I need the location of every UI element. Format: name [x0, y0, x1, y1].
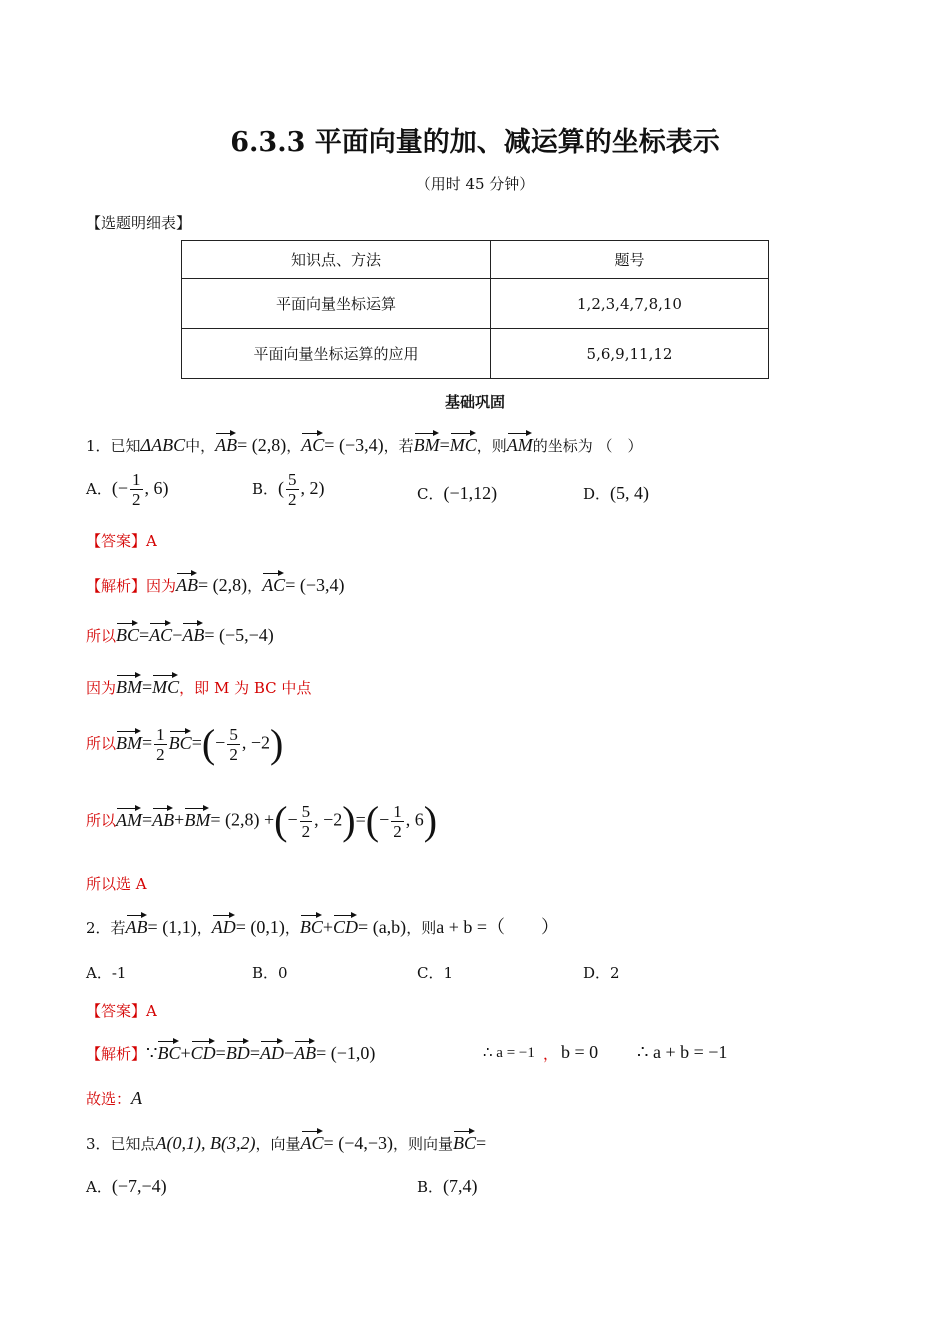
vector-ab: AB: [215, 432, 237, 456]
table-cell: 平面向量坐标运算的应用: [182, 329, 491, 379]
vector-am: AM: [507, 432, 533, 456]
table-header-cell: 知识点、方法: [182, 241, 491, 279]
topic-table: [181, 240, 769, 379]
analysis-2-line-1: 【解析】∵BC+CD=BD=AD−AB= (−1,0): [86, 1040, 375, 1064]
result-sum: ∴ a + b = −1: [637, 1042, 728, 1062]
table-header-cell: 题号: [491, 241, 769, 279]
table-cell: 1,2,3,4,7,8,10: [491, 279, 769, 329]
option-b: B．( $\frac{5}{2}$ , 2): [252, 470, 325, 509]
analysis-2-conclusion: 故选：A: [86, 1088, 143, 1108]
option-b: B．0: [252, 964, 288, 982]
analysis-1-line-4: 所以BM= $\frac{1}{2}$ BC=(− $\frac{5}{2}$ , −2): [86, 721, 284, 766]
option-c: C．1: [417, 964, 454, 982]
option-c: C．(−1,12): [417, 483, 498, 503]
time-note: （用时 45 分钟）: [415, 175, 535, 193]
analysis-1-line-5: 所以AM=AB+BM= (2,8) +(− $\frac{5}{2}$ , −2)=(− $\frac{1}{2}$ , 6): [86, 798, 438, 843]
option-b: B．(7,4): [417, 1176, 478, 1196]
section-label: 【选题明细表】: [86, 214, 192, 232]
result-a: ∴ a = −1: [483, 1045, 535, 1061]
question-2: 2．若AB= (1,1)，AD= (0,1)，BC+CD= (a,b)，则a + b =（ ）: [86, 913, 559, 939]
answer-2: 【答案】A: [86, 1002, 157, 1020]
table-cell: 平面向量坐标运算: [182, 279, 491, 329]
analysis-1-conclusion: 所以选 A: [86, 875, 147, 893]
analysis-1-line-3: 因为BM=MC，即 M 为 BC 中点: [86, 674, 311, 698]
table-row: [182, 279, 769, 329]
question-1: 1．已知ΔABC中，AB= (2,8)，AC= (−3,4)，若BM=MC，则AM的坐标为 （ ）: [86, 432, 643, 456]
triangle-label: ΔABC: [140, 435, 186, 455]
analysis-1-line-2: 所以BC=AC−AB= (−5,−4): [86, 622, 274, 646]
result-separator: ，: [543, 1045, 559, 1063]
option-a: A．(− $\frac{1}{2}$ , 6): [86, 470, 169, 509]
question-3: 3．已知点A(0,1), B(3,2)，向量AC= (−4,−3)，则向量BC=: [86, 1130, 486, 1154]
page-title: 6.3.3 平面向量的加、减运算的坐标表示: [230, 127, 720, 158]
vector-ac: AC: [301, 432, 324, 456]
vector-bm: BM: [414, 432, 440, 456]
fraction: $\frac{1}{2}$: [132, 470, 141, 509]
option-a: A．-1: [86, 964, 127, 982]
section-heading: 基础巩固: [444, 393, 505, 411]
table-cell: 5,6,9,11,12: [491, 329, 769, 379]
answer-1: 【答案】A: [86, 532, 157, 550]
option-d: D．(5, 4): [583, 483, 650, 503]
vector-mc: MC: [450, 432, 477, 456]
result-b: b = 0: [561, 1042, 599, 1062]
fraction: $\frac{5}{2}$: [288, 470, 297, 509]
option-d: D．2: [583, 964, 620, 982]
option-a: A．(−7,−4): [86, 1176, 167, 1196]
table-header-row: [182, 241, 769, 279]
analysis-1-line-1: 【解析】因为AB= (2,8)，AC= (−3,4): [86, 572, 345, 596]
table-row: [182, 329, 769, 379]
